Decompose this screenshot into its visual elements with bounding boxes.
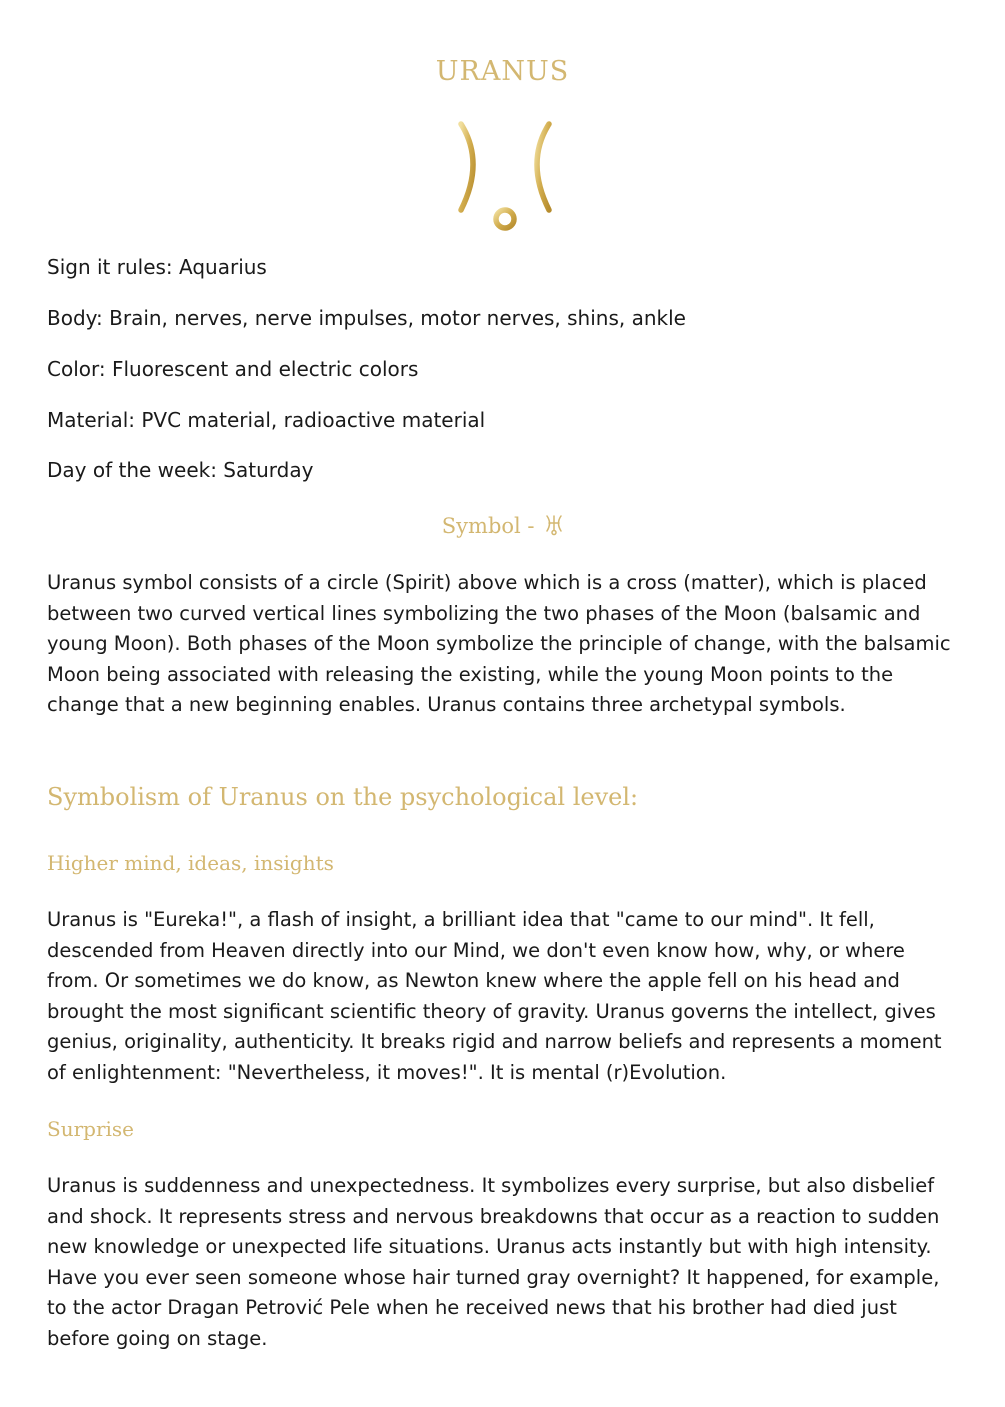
- subheading-surprise: Surprise: [47, 1117, 135, 1141]
- uranus-small-icon: [545, 514, 563, 536]
- symbol-heading-text: Symbol -: [441, 514, 535, 538]
- symbol-heading: [0, 514, 1005, 538]
- fact-body: Body: Brain, nerves, nerve impulses, motor nerves, shins, ankle: [47, 306, 686, 330]
- subheading-higher-mind: Higher mind, ideas, insights: [47, 851, 334, 875]
- fact-color: Color: Fluorescent and electric colors: [47, 357, 419, 381]
- symbol-paragraph: Uranus symbol consists of a circle (Spirit) above which is a cross (matter), which is placed between two curved vertical lines symbolizing the two phases of the Moon (balsamic and young Moon). Both phases of the Moon symbolize the principle of change, with the balsamic Moon being associated with releasing the existing, while the young Moon points to the change that a new beginning enables. Uranus contains three archetypal symbols.: [47, 571, 951, 716]
- fact-day: Day of the week: Saturday: [47, 458, 314, 482]
- surprise-paragraph: Uranus is suddenness and unexpectedness. It symbolizes every surprise, but also disbelief and shock. It represents stress and nervous breakdowns that occur as a reaction to sudden new knowledge or unexpected life situations. Uranus acts instantly but with high intensity. Have you ever seen someone whose hair turned gray overnight? It happened, for example, to the actor Dragan Petrović Pele when he received news that his brother had died just before going on stage.: [47, 1174, 940, 1350]
- fact-sign: Sign it rules: Aquarius: [47, 255, 267, 279]
- higher-mind-paragraph: Uranus is "Eureka!", a flash of insight, a brilliant idea that "came to our mind". It fell, descended from Heaven directly into our Mind, we don't even know how, why, or where from. Or sometimes we do know, as Newton knew where the apple fell on his head and brought the most significant scientific theory of gravity. Uranus governs the intellect, gives genius, originality, authenticity. It breaks rigid and narrow beliefs and represents a moment of enlightenment: "Nevertheless, it moves!". It is mental (r)Evolution.: [47, 908, 942, 1084]
- psychological-heading: Symbolism of Uranus on the psychological level:: [47, 783, 639, 811]
- fact-material: Material: PVC material, radioactive material: [47, 408, 486, 432]
- uranus-symbol-icon: [455, 118, 555, 234]
- page-title: URANUS: [435, 56, 570, 87]
